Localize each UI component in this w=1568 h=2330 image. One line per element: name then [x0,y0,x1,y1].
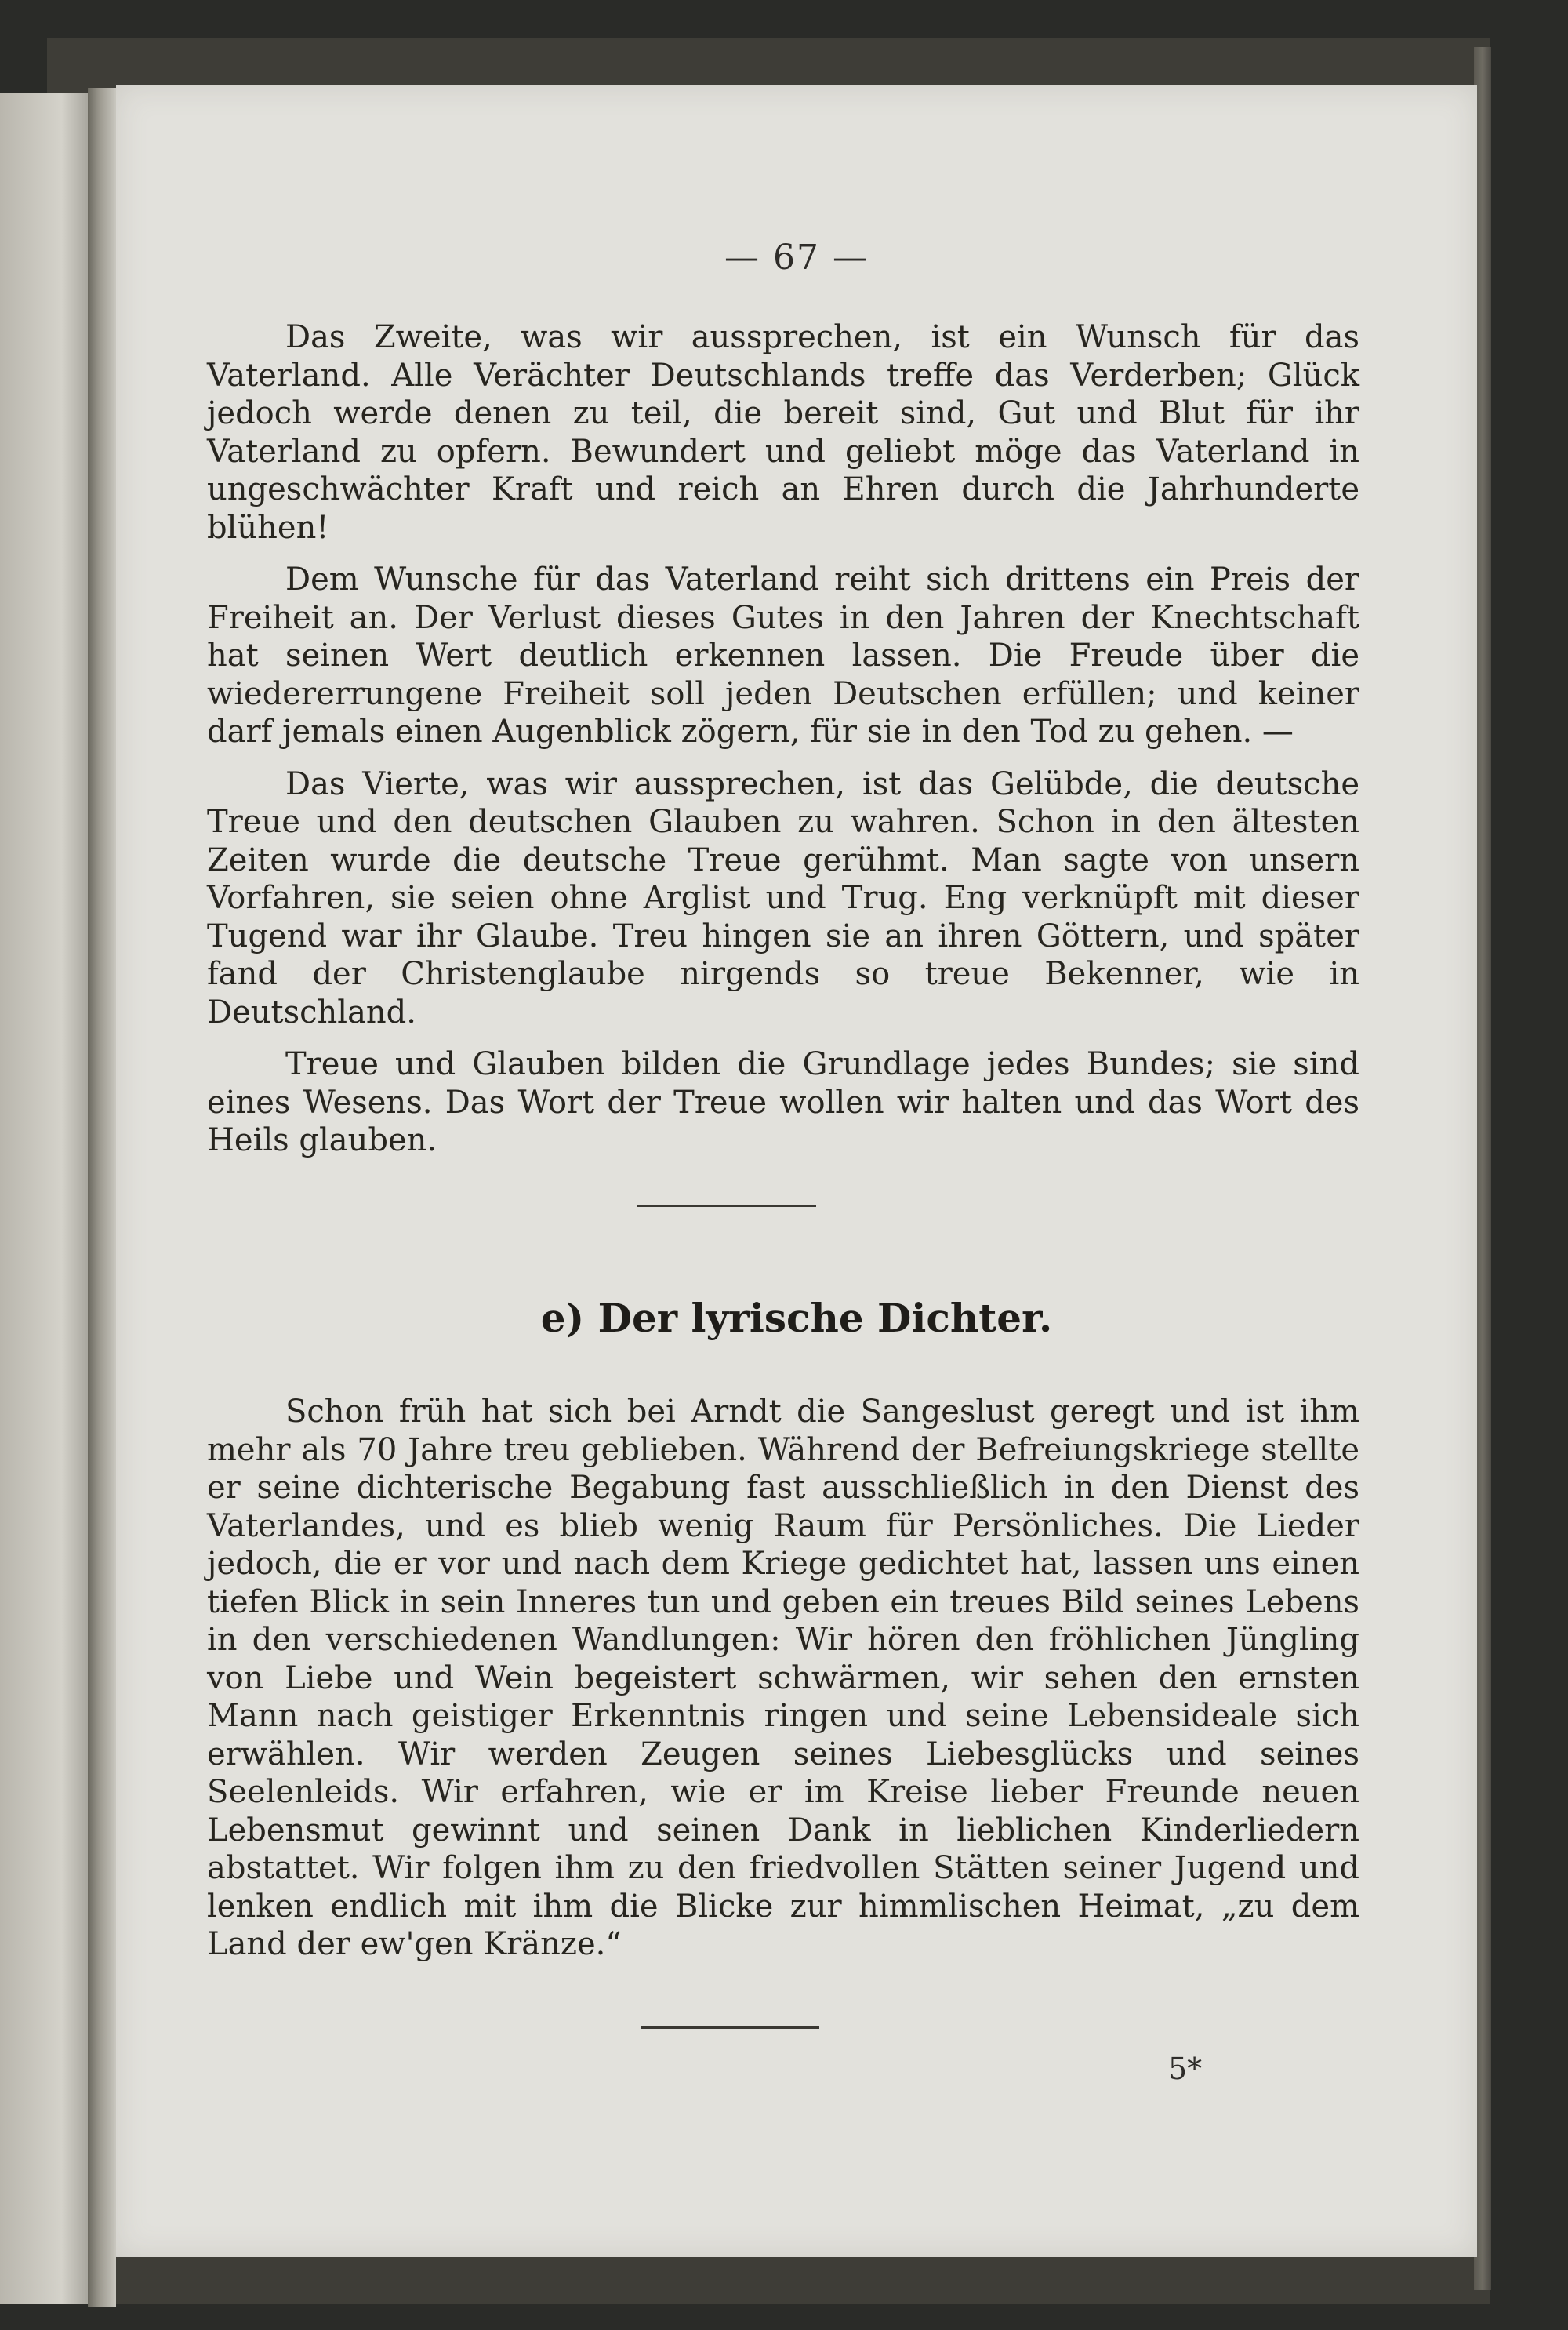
text-block-upper [207,318,1359,1174]
section-divider [637,1205,816,1207]
paragraph: Schon früh hat sich bei Arndt die Sangeslust geregt und ist ihm mehr als 70 Jahre treu geblieben. Während der Befreiungskriege stellte er seine dichterische Begabung fast ausschließlich in den Dienst des Vaterlandes, und es blieb wenig Raum für Persönliches. Die Lieder jedoch, die er vor und nach dem Kriege gedichtet hat, lassen uns einen tiefen Blick in sein Inneres tun und geben ein treues Bild seines Lebens in den verschiedenen Wandlungen: Wir hören den fröhlichen Jüngling von Liebe und Wein begeistert schwärmen, wir sehen den ernsten Mann nach geistiger Erkenntnis ringen und seine Lebensideale sich erwählen. Wir werden Zeugen seines Liebesglücks und seines Seelenleids. Wir erfahren, wie er im Kreise lieber Freunde neuen Lebensmut gewinnt und seinen Dank in lieblichen Kinderliedern abstattet. Wir folgen ihm zu den friedvollen Stätten seiner Jugend und lenken endlich mit ihm die Blicke zur himmlischen Heimat, „zu dem Land der ew'gen Kränze.“ [207,1394,1359,1962]
page-number: — 67 — [724,238,869,278]
paragraph: Das Zweite, was wir aussprechen, ist ein Wunsch für das Vaterland. Alle Verächter Deutschlands treffe das Verderben; Glück jedoch werde denen zu teil, die bereit sind, Gut und Blut für ihr Vaterland zu opfern. Bewundert und geliebt möge das Vaterland in ungeschwächter Kraft und reich an Ehren durch die Jahrhunderte blühen! [207,319,1359,546]
paragraph: Das Vierte, was wir aussprechen, ist das Gelübde, die deutsche Treue und den deutschen Glauben zu wahren. Schon in den ältesten Zeiten wurde die deutsche Treue gerühmt. Man sagte von unsern Vorfahren, sie seien ohne Arglist und Trug. Eng verknüpft mit dieser Tugend war ihr Glaube. Treu hingen sie an ihren Göttern, und später fand der Christenglaube nirgends so treue Bekenner, wie in Deutschland. [207,765,1359,1031]
book-gutter [88,88,116,2307]
section-heading: e) Der lyrische Dichter. [540,1295,1053,1341]
printer-signature-mark: 5* [1168,2052,1203,2086]
end-divider [641,2026,819,2029]
book-page [116,85,1477,2257]
paragraph: Dem Wunsche für das Vaterland reiht sich drittens ein Preis der Freiheit an. Der Verlust dieses Gutes in den Jahren der Knechtschaft hat seinen Wert deutlich erkennen lassen. Die Freude über die wiedererrungene Freiheit soll jeden Deutschen erfüllen; und keiner darf jemals einen Augenblick zögern, für sie in den Tod zu gehen. — [207,562,1359,750]
text-block-lower [207,1393,1359,1978]
left-page-edge [0,93,88,2304]
paragraph: Treue und Glauben bilden die Grundlage jedes Bundes; sie sind eines Wesens. Das Wort der Treue wollen wir halten und das Wort des Heils glauben. [207,1046,1359,1158]
